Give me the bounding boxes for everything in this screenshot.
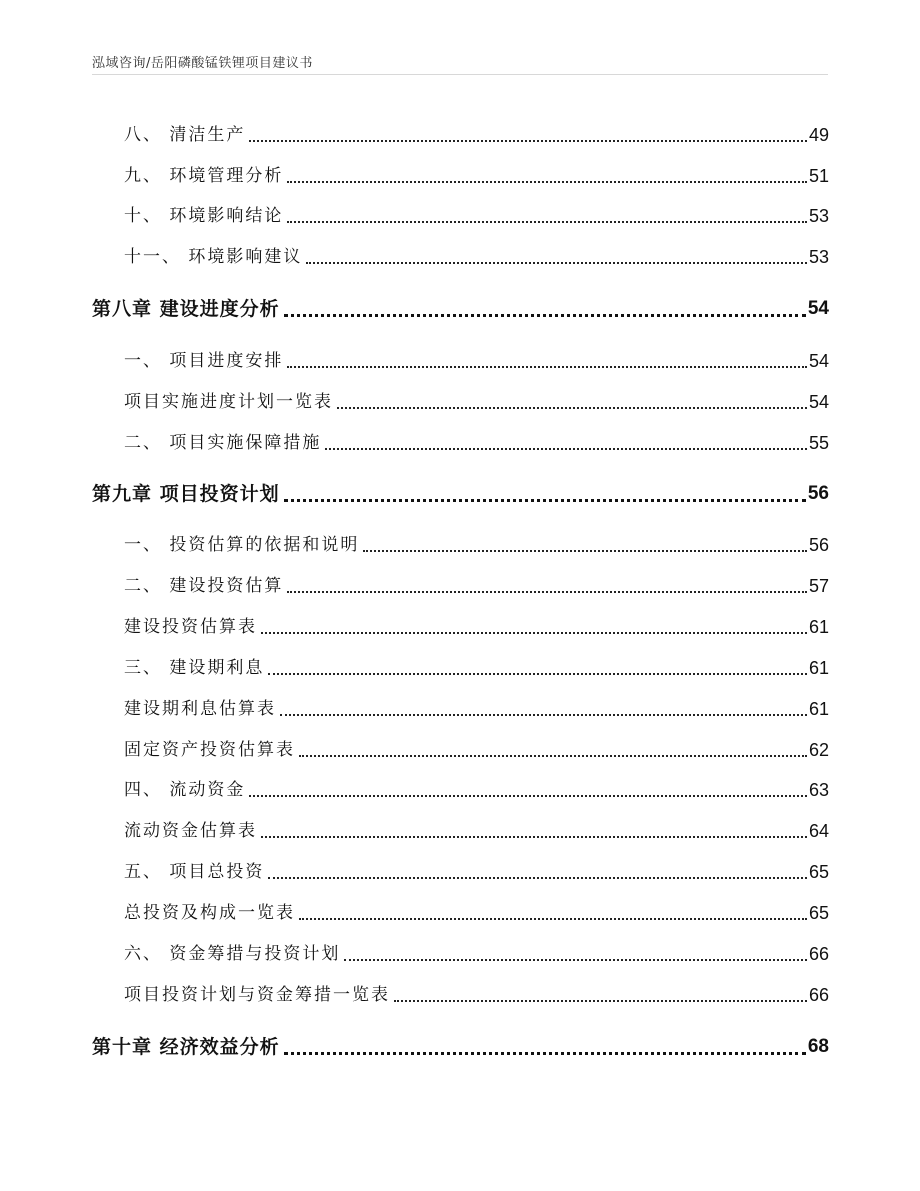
toc-chapter-title: 第八章 建设进度分析: [92, 298, 280, 320]
toc-leader-dots: [363, 550, 807, 552]
toc-entry[interactable]: [124, 389, 829, 415]
toc-entry[interactable]: [124, 203, 829, 229]
toc-entry-title: 固定资产投资估算表: [124, 740, 295, 760]
toc-entry-page: 53: [808, 206, 829, 226]
toc-leader-dots: [287, 221, 807, 223]
toc-entry[interactable]: [124, 244, 829, 270]
toc-entry-page: 54: [808, 351, 829, 371]
toc-leader-dots: [284, 499, 806, 502]
toc-leader-dots: [299, 755, 807, 757]
toc-entry[interactable]: [124, 696, 829, 722]
toc-leader-dots: [284, 314, 806, 317]
toc-entry-page: 61: [808, 699, 829, 719]
toc-entry-page: 56: [808, 535, 829, 555]
toc-entry-title: 四、 流动资金: [124, 780, 246, 800]
toc-entry-title: 十、 环境影响结论: [124, 206, 284, 226]
toc-entry-title: 总投资及构成一览表: [124, 903, 295, 923]
toc-chapter-entry[interactable]: [92, 1034, 829, 1060]
toc-entry[interactable]: [124, 900, 829, 926]
toc-entry-title: 一、 项目进度安排: [124, 351, 284, 371]
toc-entry-title: 十一、 环境影响建议: [124, 247, 303, 267]
toc-entry[interactable]: [124, 737, 829, 763]
toc-leader-dots: [394, 1000, 807, 1002]
toc-entry-page: 55: [808, 433, 829, 453]
toc-chapter-title: 第九章 项目投资计划: [92, 483, 280, 505]
toc-entry-title: 项目实施进度计划一览表: [124, 392, 333, 412]
toc-entry-title: 八、 清洁生产: [124, 125, 246, 145]
toc-entry-title: 九、 环境管理分析: [124, 166, 284, 186]
toc-leader-dots: [337, 407, 807, 409]
toc-chapter-entry[interactable]: [92, 481, 829, 507]
toc-entry-page: 62: [808, 740, 829, 760]
toc-entry-page: 57: [808, 576, 829, 596]
toc-leader-dots: [287, 181, 807, 183]
toc-entry[interactable]: [124, 777, 829, 803]
toc-leader-dots: [268, 673, 807, 675]
toc-entry[interactable]: [124, 614, 829, 640]
toc-leader-dots: [249, 795, 807, 797]
toc-entry-title: 项目投资计划与资金筹措一览表: [124, 985, 390, 1005]
toc-chapter-title: 第十章 经济效益分析: [92, 1036, 280, 1058]
toc-entry-page: 54: [808, 392, 829, 412]
toc-leader-dots: [280, 714, 807, 716]
toc-leader-dots: [249, 140, 807, 142]
toc-chapter-entry[interactable]: [92, 296, 829, 322]
toc-entry-page: 66: [808, 985, 829, 1005]
toc-entry[interactable]: [124, 982, 829, 1008]
toc-entry-title: 五、 项目总投资: [124, 862, 265, 882]
toc-entry[interactable]: [124, 818, 829, 844]
toc-entry[interactable]: [124, 655, 829, 681]
toc-chapter-page: 68: [807, 1036, 829, 1057]
toc-leader-dots: [344, 959, 807, 961]
toc-entry[interactable]: [124, 348, 829, 374]
toc-entry[interactable]: [124, 859, 829, 885]
toc-entry-page: 53: [808, 247, 829, 267]
toc-leader-dots: [287, 366, 807, 368]
toc-leader-dots: [268, 877, 807, 879]
toc-entry-page: 63: [808, 780, 829, 800]
toc-entry[interactable]: [124, 573, 829, 599]
toc-entry-page: 61: [808, 617, 829, 637]
toc-entry[interactable]: [124, 163, 829, 189]
toc-leader-dots: [299, 918, 807, 920]
toc-entry-page: 61: [808, 658, 829, 678]
toc-leader-dots: [284, 1052, 806, 1055]
toc-entry-page: 51: [808, 166, 829, 186]
toc-chapter-page: 56: [807, 483, 829, 504]
toc-entry-title: 二、 建设投资估算: [124, 576, 284, 596]
toc-entry-title: 流动资金估算表: [124, 821, 257, 841]
toc-entry-title: 六、 资金筹措与投资计划: [124, 944, 341, 964]
toc-chapter-page: 54: [807, 298, 829, 319]
toc-entry-page: 64: [808, 821, 829, 841]
page-header: 泓域咨询/岳阳磷酸锰铁锂项目建议书: [92, 56, 313, 71]
toc-entry-page: 65: [808, 903, 829, 923]
toc-entry[interactable]: [124, 941, 829, 967]
toc-entry[interactable]: [124, 122, 829, 148]
toc-entry-title: 一、 投资估算的依据和说明: [124, 535, 360, 555]
toc-leader-dots: [306, 262, 807, 264]
toc-leader-dots: [261, 836, 807, 838]
toc-entry-page: 66: [808, 944, 829, 964]
toc-leader-dots: [287, 591, 807, 593]
toc-entry[interactable]: [124, 430, 829, 456]
toc-entry-title: 三、 建设期利息: [124, 658, 265, 678]
toc-entry-title: 二、 项目实施保障措施: [124, 433, 322, 453]
toc-leader-dots: [261, 632, 807, 634]
toc-entry[interactable]: [124, 532, 829, 558]
toc-leader-dots: [325, 448, 807, 450]
toc-entry-title: 建设投资估算表: [124, 617, 257, 637]
toc-entry-page: 65: [808, 862, 829, 882]
toc-entry-page: 49: [808, 125, 829, 145]
toc-entry-title: 建设期利息估算表: [124, 699, 276, 719]
